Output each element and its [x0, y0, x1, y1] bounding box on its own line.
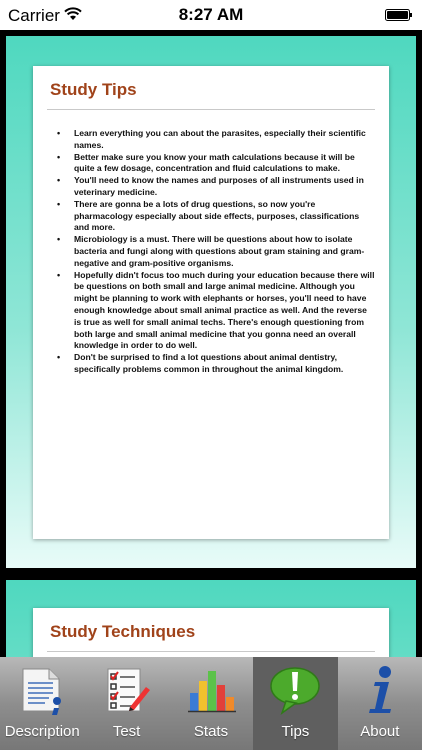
- tab-label: Stats: [193, 723, 229, 740]
- status-bar: [0, 0, 422, 30]
- tab-description[interactable]: [0, 657, 84, 750]
- info-icon: [353, 663, 407, 717]
- tab-test[interactable]: [84, 657, 168, 750]
- title-divider: [47, 109, 375, 110]
- list-item: • Better make sure you know your math calculations because it will be quite a few dosage, concentration and fluid calculations to make.: [53, 152, 375, 176]
- tab-stats[interactable]: [169, 657, 253, 750]
- checklist-icon: [100, 663, 154, 717]
- battery-icon: [385, 9, 413, 21]
- study-techniques-card: [33, 608, 389, 657]
- tips-list: [53, 128, 375, 376]
- tab-bar: [0, 657, 422, 750]
- tab-tips[interactable]: [253, 657, 337, 750]
- speech-bubble-exclamation-icon: [268, 663, 322, 717]
- study-tips-title: Study Tips: [50, 80, 137, 99]
- list-item: • You'll need to know the names and purposes of all instruments used in veterinary medicine.: [53, 175, 375, 199]
- study-tips-panel: [6, 36, 416, 568]
- title-divider: [47, 651, 375, 652]
- bar-chart-icon: [184, 663, 238, 717]
- list-item: • Microbiology is a must. There will be questions about how to isolate bacteria and fungi along with questions about gram staining and gram-negative and gram-positive organisms.: [53, 234, 375, 269]
- tab-label: About: [360, 723, 400, 740]
- document-icon: [15, 663, 69, 717]
- tab-label: Test: [112, 723, 141, 740]
- tab-label: Tips: [281, 723, 310, 740]
- study-tips-card: [33, 66, 389, 539]
- list-item: • Learn everything you can about the parasites, especially their scientific names.: [53, 128, 375, 152]
- study-techniques-panel: [6, 580, 416, 657]
- list-item: • There are gonna be a lots of drug questions, so now you're pharmacology especially about side effects, purposes, classifications and more.: [53, 199, 375, 234]
- list-item: • Don't be surprised to find a lot questions about animal dentistry, specifically problems common in throughout the animal kingdom.: [53, 352, 375, 376]
- carrier-label: Carrier: [8, 6, 60, 25]
- tips-scroll-view[interactable]: [0, 30, 422, 657]
- list-item: • Hopefully didn't focus too much during your education because there will be questions on both small and large animal medicine. Although you might be planning to work with elephants or horses, you'll need to have enough knowledge about small animal practice as well. And the reverse is true as well for small animal techs. There's enough questioning from both large and small animal medicine that you gonna need an overall knowledge in order to do well.: [53, 270, 375, 353]
- study-techniques-title: Study Techniques: [50, 622, 196, 641]
- tab-about[interactable]: [338, 657, 422, 750]
- status-time: 8:27 AM: [178, 5, 244, 24]
- tab-label: Description: [4, 723, 80, 740]
